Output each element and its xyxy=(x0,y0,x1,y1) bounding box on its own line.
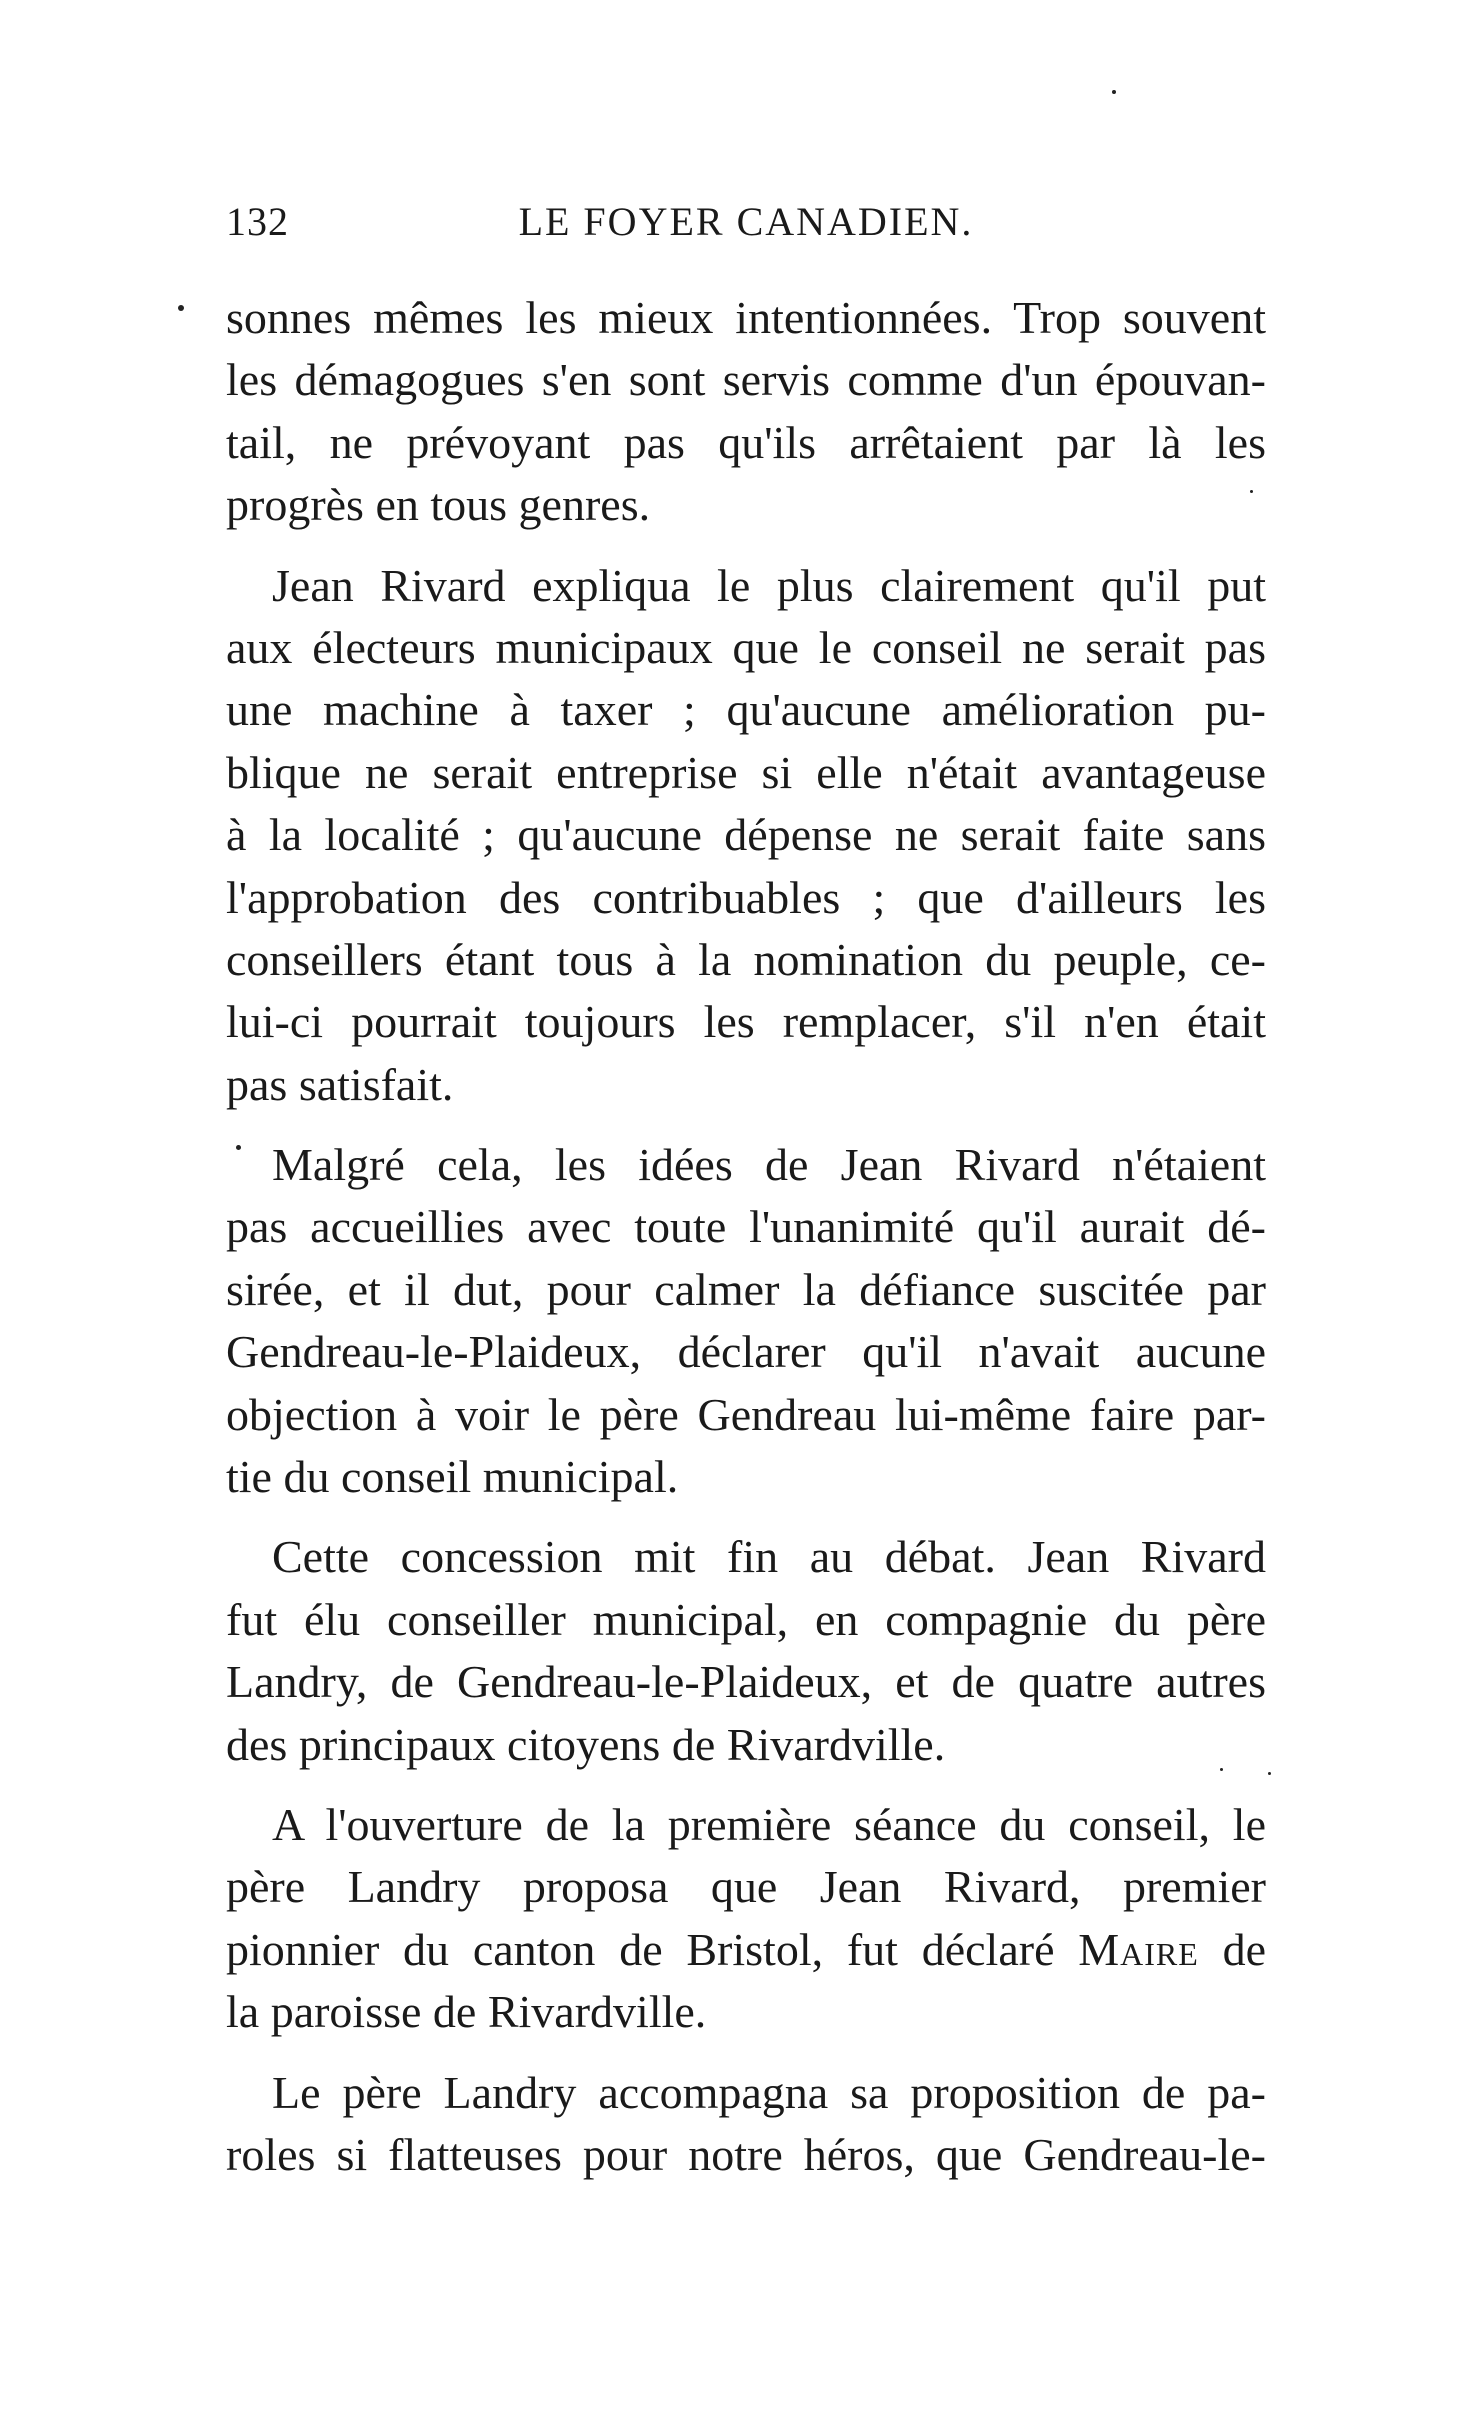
text-line: père Landry proposa que Jean Rivard, premier xyxy=(226,1861,1266,1913)
text-line: Le père Landry accompagna sa proposition de pa- xyxy=(272,2066,1266,2118)
paragraph-3 xyxy=(226,1134,1266,1508)
text-line: les démagogues s'en sont servis comme d'un épouvan- xyxy=(226,354,1266,406)
scan-speck xyxy=(178,305,184,311)
paragraph-1 xyxy=(226,287,1266,537)
paragraph-4 xyxy=(226,1526,1266,1776)
text-line: fut élu conseiller municipal, en compagnie du père xyxy=(226,1593,1266,1645)
body-text xyxy=(226,287,1266,2204)
text-line: Jean Rivard expliqua le plus clairement qu'il put xyxy=(272,559,1266,611)
text-line: des principaux citoyens de Rivardville. xyxy=(226,1718,946,1770)
text-segment: pionnier du canton de Bristol, fut déclaré xyxy=(226,1923,1079,1975)
paragraph-6 xyxy=(226,2062,1266,2187)
text-line: roles si flatteuses pour notre héros, que Gendreau-le- xyxy=(226,2128,1266,2180)
text-line: sonnes mêmes les mieux intentionnées. Trop souvent xyxy=(226,292,1266,343)
text-line: tail, ne prévoyant pas qu'ils arrêtaient par là les xyxy=(226,416,1266,468)
text-line: une machine à taxer ; qu'aucune amélioration pu- xyxy=(226,684,1266,736)
text-line: à la localité ; qu'aucune dépense ne serait faite sans xyxy=(226,809,1266,861)
text-line: A l'ouverture de la première séance du conseil, le xyxy=(272,1798,1266,1850)
paragraph-5 xyxy=(226,1794,1266,2044)
text-line: l'approbation des contribuables ; que d'ailleurs les xyxy=(226,871,1266,923)
scan-speck xyxy=(236,1145,241,1150)
text-line: pas satisfait. xyxy=(226,1058,454,1110)
text-line: Gendreau-le-Plaideux, déclarer qu'il n'avait aucune xyxy=(226,1326,1266,1378)
text-line: lui-ci pourrait toujours les remplacer, s'il n'en était xyxy=(226,996,1266,1048)
text-line: blique ne serait entreprise si elle n'était avantageuse xyxy=(226,746,1266,798)
text-line: Cette concession mit fin au débat. Jean Rivard xyxy=(272,1531,1266,1583)
page-header xyxy=(226,198,1266,258)
text-line: Malgré cela, les idées de Jean Rivard n'étaient xyxy=(272,1139,1266,1191)
text-line: progrès en tous genres. xyxy=(226,479,651,531)
text-segment: de xyxy=(1198,1923,1267,1975)
text-line: la paroisse de Rivardville. xyxy=(226,1986,707,2038)
text-line: aux électeurs municipaux que le conseil ne serait pas xyxy=(226,621,1266,673)
scan-speck xyxy=(1220,1768,1223,1771)
text-line: objection à voir le père Gendreau lui-même faire par- xyxy=(226,1388,1266,1440)
scan-speck xyxy=(1250,490,1253,493)
text-line: pas accueillies avec toute l'unanimité qu'il aurait dé- xyxy=(226,1201,1266,1253)
page-number: 132 xyxy=(226,199,289,244)
running-title: LE FOYER CANADIEN. xyxy=(518,199,974,244)
text-line: sirée, et il dut, pour calmer la défiance suscitée par xyxy=(226,1263,1266,1315)
text-line: conseillers étant tous à la nomination du peuple, ce- xyxy=(226,933,1266,985)
text-line: Landry, de Gendreau-le-Plaideux, et de quatre autres xyxy=(226,1656,1266,1708)
scan-speck xyxy=(1112,90,1116,94)
scan-speck xyxy=(1268,1772,1271,1775)
paragraph-2 xyxy=(226,555,1266,1117)
mayor-smallcaps: Maire xyxy=(1078,1923,1199,1975)
text-line: tie du conseil municipal. xyxy=(226,1451,679,1503)
text-line xyxy=(226,1919,1266,1981)
